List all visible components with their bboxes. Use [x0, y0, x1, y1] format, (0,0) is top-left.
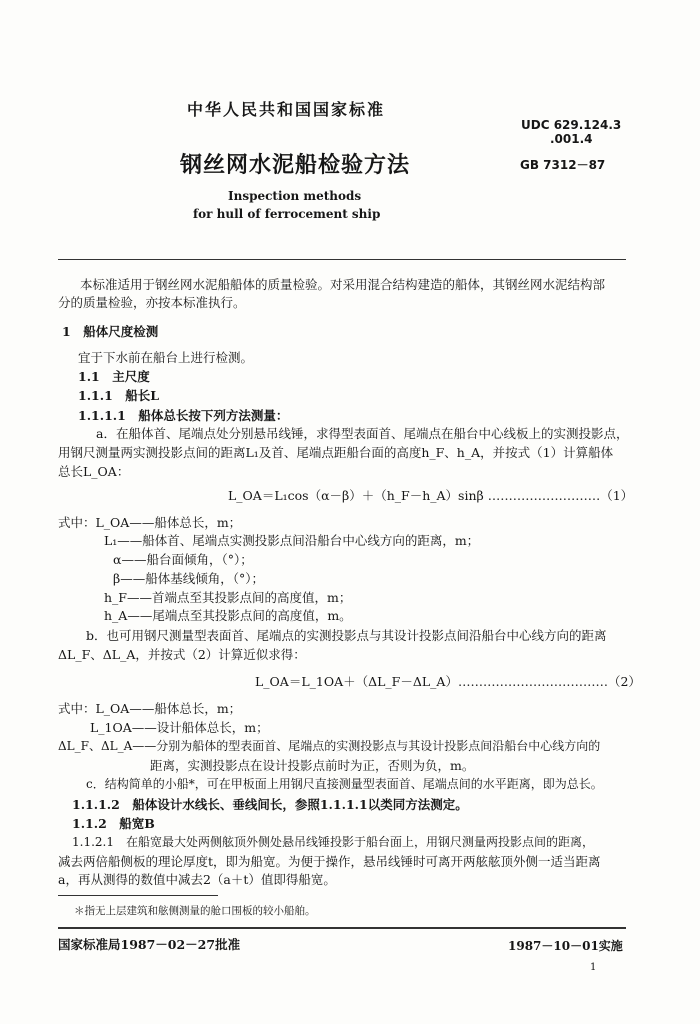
page-number: 1	[590, 962, 597, 973]
item-c: c．结构简单的小船*，可在甲板面上用钢尺直接测量型表面首、尾端点间的水平距离，即为总长。	[86, 777, 603, 791]
where-2-item4: 距离，实测投影点在设计投影点前时为正，否则为负，m。	[150, 758, 475, 773]
document-title-en-line2: for hull of ferrocement ship	[193, 207, 381, 221]
document-title-cn: 钢丝网水泥船检验方法	[180, 152, 411, 178]
udc-code: UDC 629.124.3	[521, 118, 622, 132]
where-1-item2: L₁——船体首、尾端点实测投影点间沿船台中心线方向的距离，m；	[104, 533, 480, 548]
header-divider	[58, 259, 626, 260]
section-1-1-heading: 1.1 主尺度	[78, 369, 150, 384]
approval-date: 国家标准局1987－02－27批准	[58, 937, 241, 952]
item-a-line2: 用钢尺测量两实测投影点间的距离L₁及首、尾端点距船台面的高度h_F、h_A，并按式（1）计算船体	[58, 445, 614, 460]
gb-standard-number: GB 7312－87	[520, 158, 606, 172]
where-1-item5: h_F——首端点至其投影点间的高度值，m；	[104, 590, 352, 605]
section-1-heading: 1 船体尺度检测	[62, 324, 159, 339]
where-1-item6: h_A——尾端点至其投影点间的高度值，m。	[104, 608, 352, 623]
footnote-divider	[58, 895, 218, 896]
item-b-line2: ΔL_F、ΔL_A，并按式（2）计算近似求得：	[58, 647, 306, 662]
document-title-en-line1: Inspection methods	[228, 189, 362, 203]
section-1-1-2-1-line2: 减去两倍船侧板的理论厚度t，即为船宽。为便于操作，悬吊线锤时可离开两舷舷顶外侧一适当距离	[58, 854, 601, 869]
equation-2: L_OA＝L_1OA＋（ΔL_F－ΔL_A）………………………………（2）	[255, 674, 641, 689]
where-1-item4: β——船体基线倾角，（°）；	[113, 571, 264, 586]
where-2-item3: ΔL_F、ΔL_A——分别为船体的型表面首、尾端点的实测投影点与其设计投影点间沿船台中心线方向的	[58, 739, 601, 753]
section-1-1-1-heading: 1.1.1 船长L	[78, 388, 160, 403]
where-1-item1: 式中：L_OA——船体总长，m；	[58, 515, 242, 530]
issuing-authority: 中华人民共和国国家标准	[187, 100, 386, 119]
section-1-1-1-1-heading: 1.1.1.1 船体总长按下列方法测量：	[78, 408, 289, 423]
effective-date: 1987－10－01实施	[508, 939, 623, 953]
section-1-1-2-1-line3: a，再从测得的数值中减去2（a＋t）值即得船宽。	[58, 872, 336, 887]
where-2-item1: 式中：L_OA——船体总长，m；	[58, 701, 242, 716]
where-1-item3: α——船台面倾角，（°）；	[113, 552, 253, 567]
footer-divider	[58, 927, 626, 929]
footnote: ＊指无上层建筑和舷侧测量的舱口围板的较小船舶。	[74, 905, 316, 917]
section-1-1-2-1-line1: 1.1.2.1 在船宽最大处两侧舷顶外侧处悬吊线锤投影于船台面上，用钢尺测量两投影点间的距离，	[72, 835, 594, 849]
section-1-intro: 宜于下水前在船台上进行检测。	[78, 350, 254, 365]
item-a-line1: a．在船体首、尾端点处分别悬吊线锤，求得型表面首、尾端点在船台中心线板上的实测投影点，	[96, 426, 629, 441]
where-2-item2: L_1OA——设计船体总长，m；	[90, 720, 269, 735]
item-b-line1: b．也可用钢尺测量型表面首、尾端点的实测投影点与其设计投影点间沿船台中心线方向的距离	[86, 628, 607, 643]
section-1-1-1-2: 1.1.1.2 船体设计水线长、垂线间长，参照1.1.1.1以类同方法测定。	[72, 797, 468, 812]
item-a-line3: 总长L_OA：	[58, 464, 130, 479]
udc-code-suffix: .001.4	[550, 132, 593, 146]
section-1-1-2-heading: 1.1.2 船宽B	[72, 816, 155, 831]
intro-paragraph-line1: 本标准适用于钢丝网水泥船船体的质量检验。对采用混合结构建造的船体，其钢丝网水泥结构部	[80, 277, 606, 292]
equation-1: L_OA＝L₁cos（α－β）＋（h_F－h_A）sinβ ………………………（1）	[228, 488, 634, 503]
intro-paragraph-line2: 分的质量检验，亦按本标准执行。	[58, 295, 246, 310]
